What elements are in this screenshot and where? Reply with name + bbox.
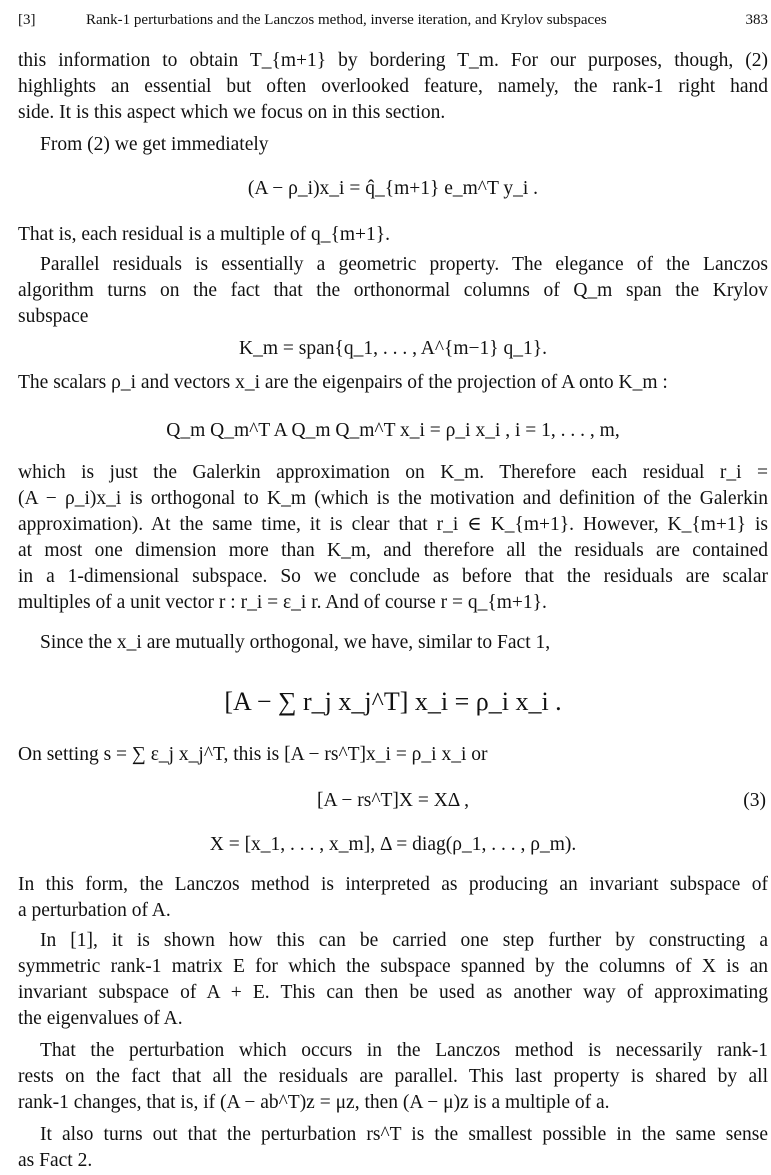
- text-line: invariant subspace of A + E. This can then be used as another way of approximating: [18, 982, 768, 1003]
- text-line: That the perturbation which occurs in the Lanczos method is necessarily rank-1: [40, 1040, 768, 1061]
- paragraph-12: [18, 1122, 768, 1174]
- running-header: [18, 9, 768, 31]
- paragraph-11: [18, 1038, 768, 1116]
- text-line: In [1], it is shown how this can be carried one step further by constructing a: [40, 930, 768, 951]
- text-line: multiples of a unit vector r : r_i = ε_i r. And of course r = q_{m+1}.: [18, 592, 547, 613]
- text-line: That is, each residual is a multiple of q_{m+1}.: [18, 224, 390, 245]
- text-line: approximation). At the same time, it is clear that r_i ∈ K_{m+1}. However, K_{m+1} is: [18, 514, 768, 535]
- text-line: Since the x_i are mutually orthogonal, we have, similar to Fact 1,: [40, 632, 551, 653]
- equation-3-body: [A − rs^T]X = XΔ ,: [316, 790, 469, 811]
- paragraph-5: [18, 370, 768, 396]
- text-line: On setting s = ∑ ε_j x_j^T, this is [A − rs^T]x_i = ρ_i x_i or: [18, 744, 488, 765]
- paragraph-8: [18, 742, 768, 768]
- text-line: Parallel residuals is essentially a geometric property. The elegance of the Lanczos: [40, 254, 768, 275]
- text-line: rests on the fact that all the residuals are parallel. This last property is shared by all: [18, 1066, 768, 1087]
- paragraph-2: [18, 132, 768, 158]
- text-line: at most one dimension more than K_m, and therefore all the residuals are contained: [18, 540, 768, 561]
- text-line: It also turns out that the perturbation rs^T is the smallest possible in the same sense: [40, 1124, 768, 1145]
- paragraph-7: [18, 630, 768, 656]
- paragraph-4: [18, 252, 768, 330]
- paragraph-10: [18, 928, 768, 1032]
- text-line: which is just the Galerkin approximation on K_m. Therefore each residual r_i =: [18, 462, 768, 483]
- text-line: in a 1-dimensional subspace. So we conclude as before that the residuals are scalar: [18, 566, 768, 587]
- running-title: Rank-1 perturbations and the Lanczos method, inverse iteration, and Krylov subspaces: [86, 12, 607, 28]
- text-line: algorithm turns on the fact that the orthonormal columns of Q_m span the Krylov: [18, 280, 768, 301]
- equation-definitions: X = [x_1, . . . , x_m], Δ = diag(ρ_1, . . . , ρ_m).: [209, 834, 577, 855]
- equation-bracket: [A − ∑ r_j x_j^T] x_i = ρ_i x_i .: [224, 687, 562, 716]
- text-line: rank-1 changes, that is, if (A − ab^T)z = μz, then (A − μ)z is a multiple of a.: [18, 1092, 610, 1113]
- section-number: [3]: [18, 12, 36, 28]
- equation-3: [18, 786, 768, 816]
- text-line: symmetric rank-1 matrix E for which the subspace spanned by the columns of X is an: [18, 956, 768, 977]
- equation-number: (3): [743, 790, 766, 811]
- text-line: From (2) we get immediately: [40, 134, 269, 155]
- paragraph-9: [18, 872, 768, 924]
- text-line: (A − ρ_i)x_i is orthogonal to K_m (which is the motivation and definition of the Galerkin: [18, 488, 768, 509]
- text-line: the eigenvalues of A.: [18, 1008, 183, 1029]
- paragraph-1: [18, 48, 768, 126]
- text-line: side. It is this aspect which we focus on in this section.: [18, 102, 446, 123]
- equation-residual: (A − ρ_i)x_i = q̂_{m+1} e_m^T y_i .: [247, 178, 539, 199]
- text-line: this information to obtain T_{m+1} by bordering T_m. For our purposes, though, (2): [18, 50, 768, 71]
- page-number: 383: [745, 12, 768, 28]
- paragraph-3: [18, 222, 768, 248]
- text-line: In this form, the Lanczos method is interpreted as producing an invariant subspace of: [18, 874, 768, 895]
- text-line: The scalars ρ_i and vectors x_i are the eigenpairs of the projection of A onto K_m :: [18, 372, 668, 393]
- equation-projection: Q_m Q_m^T A Q_m Q_m^T x_i = ρ_i x_i , i = 1, . . . , m,: [166, 420, 620, 441]
- text-line: subspace: [18, 306, 89, 327]
- text-line: as Fact 2.: [18, 1150, 93, 1171]
- text-line: highlights an essential but often overlooked feature, namely, the rank-1 right hand: [18, 76, 768, 97]
- paragraph-6: [18, 460, 768, 616]
- equation-krylov: K_m = span{q_1, . . . , A^{m−1} q_1}.: [238, 338, 547, 359]
- text-line: a perturbation of A.: [18, 900, 171, 921]
